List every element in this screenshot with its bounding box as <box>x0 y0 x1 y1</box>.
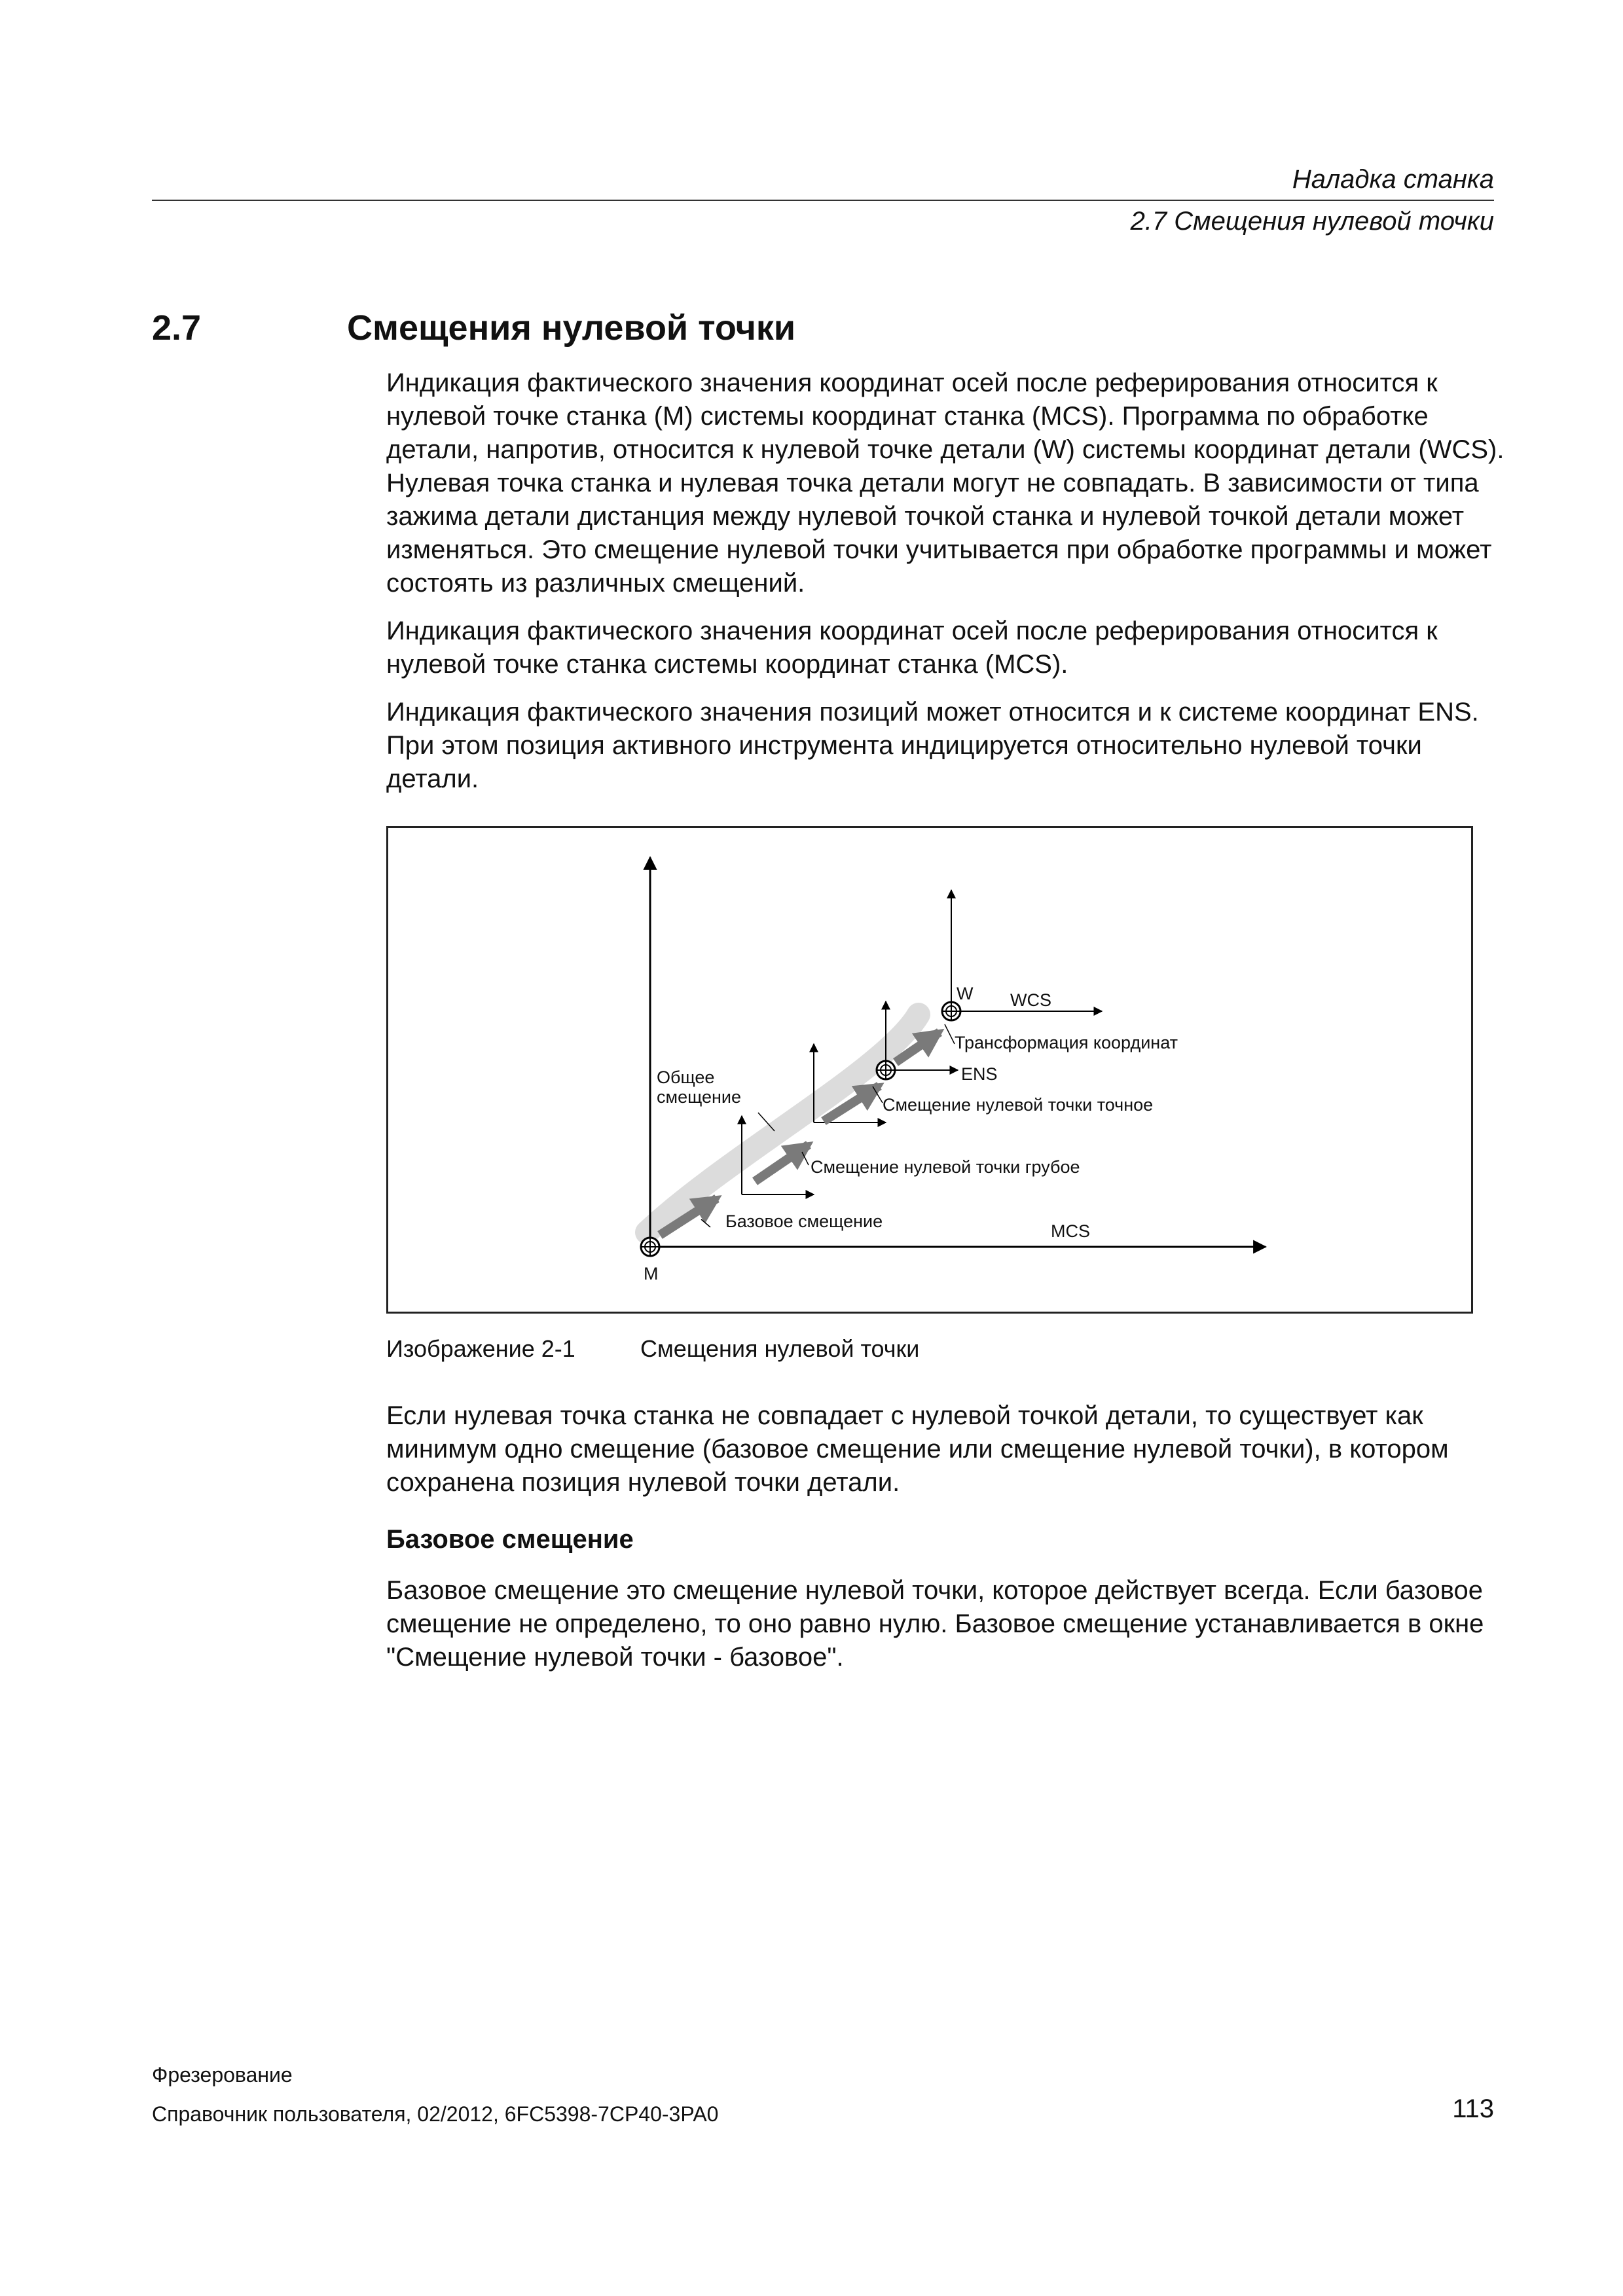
zero-offset-figure <box>386 826 1473 1314</box>
label-base-offset: Базовое смещение <box>725 1211 883 1231</box>
zero-offset-diagram <box>388 828 1475 1316</box>
label-w: W <box>957 984 974 1003</box>
leader-coarse <box>802 1152 809 1165</box>
label-transform: Трансформация координат <box>955 1033 1178 1052</box>
total-offset-band <box>647 1014 919 1232</box>
caption-text: Смещения нулевой точки <box>640 1335 920 1362</box>
subsection-text <box>386 1574 1506 1689</box>
workpiece-zero-symbol <box>941 1001 961 1021</box>
header-rule <box>152 200 1494 201</box>
leader-transform <box>945 1024 955 1044</box>
footer-title: Фрезерование <box>152 2063 293 2087</box>
caption-label: Изображение 2-1 <box>386 1335 575 1362</box>
machine-zero-symbol <box>640 1237 660 1257</box>
section-number: 2.7 <box>152 308 202 348</box>
paragraph: Индикация фактического значения координат осей после реферирования относится к нулевой точке станка (M) системы координат станка (MCS). Программа по обработке детали, напротив, относится к нулевой точке детали (W) системы координат детали (WCS). Нулевая точка станка и нулевая точка детали могут не совпадать. В зависимости от типа зажима детали дистанция между нулевой точкой станка и нулевой точкой детали может изменяться. Это смещение нулевой точки учитывается при обработке программы и может состоять из различных смещений. <box>386 368 1504 598</box>
label-mcs: MCS <box>1051 1221 1090 1241</box>
paragraph: Индикация фактического значения координат осей после реферирования относится к нулевой точке станка системы координат станка (MCS). <box>386 617 1438 679</box>
label-ens: ENS <box>961 1064 998 1084</box>
label-m: M <box>644 1264 659 1283</box>
page-number: 113 <box>1452 2094 1494 2123</box>
footer-doc-info: Справочник пользователя, 02/2012, 6FC5398-7CP40-3PA0 <box>152 2102 719 2126</box>
paragraph: Если нулевая точка станка не совпадает с нулевой точкой детали, то существует как минимум одно смещение (базовое смещение или смещение нулевой точки), в котором сохранена позиция нулевой точки детали. <box>386 1401 1449 1497</box>
running-header-chapter: Наладка станка <box>1292 165 1494 194</box>
paragraph: Индикация фактического значения позиций может относится и к системе координат ENS. При этом позиция активного инструмента индицируется относительно нулевой точки детали. <box>386 698 1479 793</box>
intro-text <box>386 367 1506 810</box>
running-header-section: 2.7 Смещения нулевой точки <box>1130 207 1494 236</box>
text-after-figure <box>386 1399 1506 1514</box>
leader-base <box>701 1219 710 1227</box>
ens-zero-symbol <box>876 1060 896 1080</box>
label-wcs: WCS <box>1010 990 1051 1010</box>
label-coarse-offset: Смещение нулевой точки грубое <box>811 1157 1080 1177</box>
section-title: Смещения нулевой точки <box>347 308 796 348</box>
label-total-offset-2: смещение <box>657 1087 742 1107</box>
label-fine-offset: Смещение нулевой точки точное <box>883 1095 1154 1115</box>
subsection-title: Базовое смещение <box>386 1525 634 1554</box>
label-total-offset-1: Общее <box>657 1067 715 1087</box>
paragraph: Базовое смещение это смещение нулевой точки, которое действует всегда. Если базовое смещение не определено, то оно равно нулю. Базовое смещение устанавливается в окне "Смещение нулевой точки - базовое". <box>386 1576 1484 1672</box>
